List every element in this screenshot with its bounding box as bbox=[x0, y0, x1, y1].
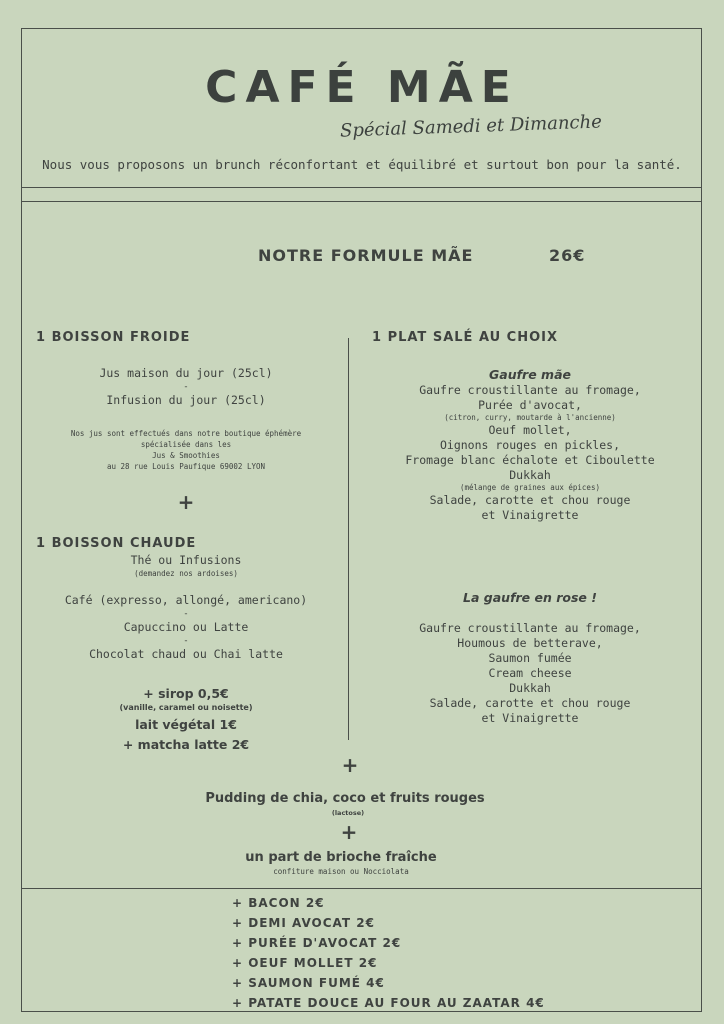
header-divider-top bbox=[21, 187, 702, 188]
cold-drink-item: Infusion du jour (25cl) bbox=[106, 393, 266, 407]
juice-note-line: spécialisée dans les bbox=[140, 440, 232, 449]
extra-item: + OEUF MOLLET 2€ bbox=[232, 956, 378, 970]
plus-sign: + bbox=[177, 490, 195, 514]
gaufre-mae-title: Gaufre mãe bbox=[489, 367, 571, 382]
header-divider-bottom bbox=[21, 201, 702, 202]
ingredient-line: Dukkah bbox=[509, 468, 551, 482]
extra-item: + PATATE DOUCE AU FOUR AU ZAATAR 4€ bbox=[232, 996, 545, 1010]
ingredient-line: Gaufre croustillante au fromage, bbox=[419, 621, 641, 635]
syrup-note: (vanille, caramel ou noisette) bbox=[119, 703, 253, 712]
hot-drink-note: (demandez nos ardoises) bbox=[134, 569, 238, 578]
juice-note-line: au 28 rue Louis Paufique 69002 LYON bbox=[106, 462, 266, 471]
juice-note-line: Nos jus sont effectués dans notre boutique éphémère bbox=[70, 429, 302, 438]
intro-text: Nous vous proposons un brunch réconfortant et équilibré et surtout bon pour la santé. bbox=[42, 157, 682, 172]
extra-item: + BACON 2€ bbox=[232, 896, 325, 910]
gaufre-mae-block bbox=[360, 367, 700, 523]
ingredient-note: (mélange de graines aux épices) bbox=[460, 483, 600, 492]
pudding-item: Pudding de chia, coco et fruits rouges bbox=[205, 791, 485, 806]
ingredient-note: (citron, curry, moutarde à l'ancienne) bbox=[444, 413, 616, 422]
hot-drink-item: Chocolat chaud ou Chai latte bbox=[89, 647, 283, 661]
hot-drink-item: Thé ou Infusions bbox=[130, 553, 242, 567]
ingredient-line: Oeuf mollet, bbox=[488, 423, 572, 437]
ingredient-line: Dukkah bbox=[509, 681, 551, 695]
main-dish-heading: 1 PLAT SALÉ AU CHOIX bbox=[372, 330, 559, 345]
ingredient-line: et Vinaigrette bbox=[481, 711, 579, 725]
hot-drink-heading: 1 BOISSON CHAUDE bbox=[36, 536, 197, 551]
extra-item: + SAUMON FUMÉ 4€ bbox=[232, 976, 385, 990]
pudding-note: (lactose) bbox=[331, 809, 365, 817]
cold-drink-item: Jus maison du jour (25cl) bbox=[99, 366, 273, 380]
hot-drink-item: Capuccino ou Latte bbox=[123, 620, 249, 634]
ingredient-line: Oignons rouges en pickles, bbox=[439, 438, 620, 452]
juice-note-line: Jus & Smoothies bbox=[152, 451, 220, 460]
extras-list bbox=[232, 893, 545, 1013]
ingredient-line: Fromage blanc échalote et Ciboulette bbox=[405, 453, 655, 467]
syrup-extra: + sirop 0,5€ bbox=[143, 686, 229, 701]
vegetal-milk-extra: lait végétal 1€ bbox=[135, 717, 237, 732]
cold-drink-heading: 1 BOISSON FROIDE bbox=[36, 330, 191, 345]
ingredient-line: et Vinaigrette bbox=[481, 508, 579, 522]
ingredient-line: Salade, carotte et chou rouge bbox=[429, 696, 631, 710]
gaufre-rose-block bbox=[360, 590, 700, 726]
cafe-title: CAFÉ MÃE bbox=[205, 62, 519, 113]
brioche-note: confiture maison ou Nocciolata bbox=[273, 867, 409, 876]
hot-drink-list bbox=[36, 553, 336, 662]
cold-drink-list bbox=[36, 366, 336, 408]
weekend-subtitle: Spécial Samedi et Dimanche bbox=[339, 111, 603, 142]
ingredient-line: Saumon fumée bbox=[488, 651, 572, 665]
hot-drink-item: Café (expresso, allongé, americano) bbox=[64, 593, 308, 607]
hot-drink-extras bbox=[36, 686, 336, 753]
separator: - bbox=[183, 636, 189, 646]
ingredient-line: Salade, carotte et chou rouge bbox=[429, 493, 631, 507]
brioche-item: un part de brioche fraîche bbox=[245, 850, 437, 865]
separator: - bbox=[183, 609, 189, 619]
ingredient-line: Cream cheese bbox=[488, 666, 572, 680]
gaufre-rose-title: La gaufre en rose ! bbox=[463, 590, 597, 605]
plus-sign: + bbox=[341, 753, 359, 777]
separator: - bbox=[183, 382, 189, 392]
formule-name: NOTRE FORMULE MÃE bbox=[258, 246, 474, 265]
matcha-extra: + matcha latte 2€ bbox=[122, 737, 250, 752]
ingredient-line: Purée d'avocat, bbox=[478, 398, 582, 412]
ingredient-line: Houmous de betterave, bbox=[457, 636, 603, 650]
formule-price: 26€ bbox=[549, 246, 586, 265]
column-divider bbox=[348, 338, 349, 740]
extra-item: + PURÉE D'AVOCAT 2€ bbox=[232, 936, 402, 950]
extras-divider bbox=[21, 888, 702, 889]
extra-item: + DEMI AVOCAT 2€ bbox=[232, 916, 375, 930]
ingredient-line: Gaufre croustillante au fromage, bbox=[419, 383, 641, 397]
juice-note bbox=[36, 428, 336, 472]
plus-sign: + bbox=[340, 820, 358, 844]
